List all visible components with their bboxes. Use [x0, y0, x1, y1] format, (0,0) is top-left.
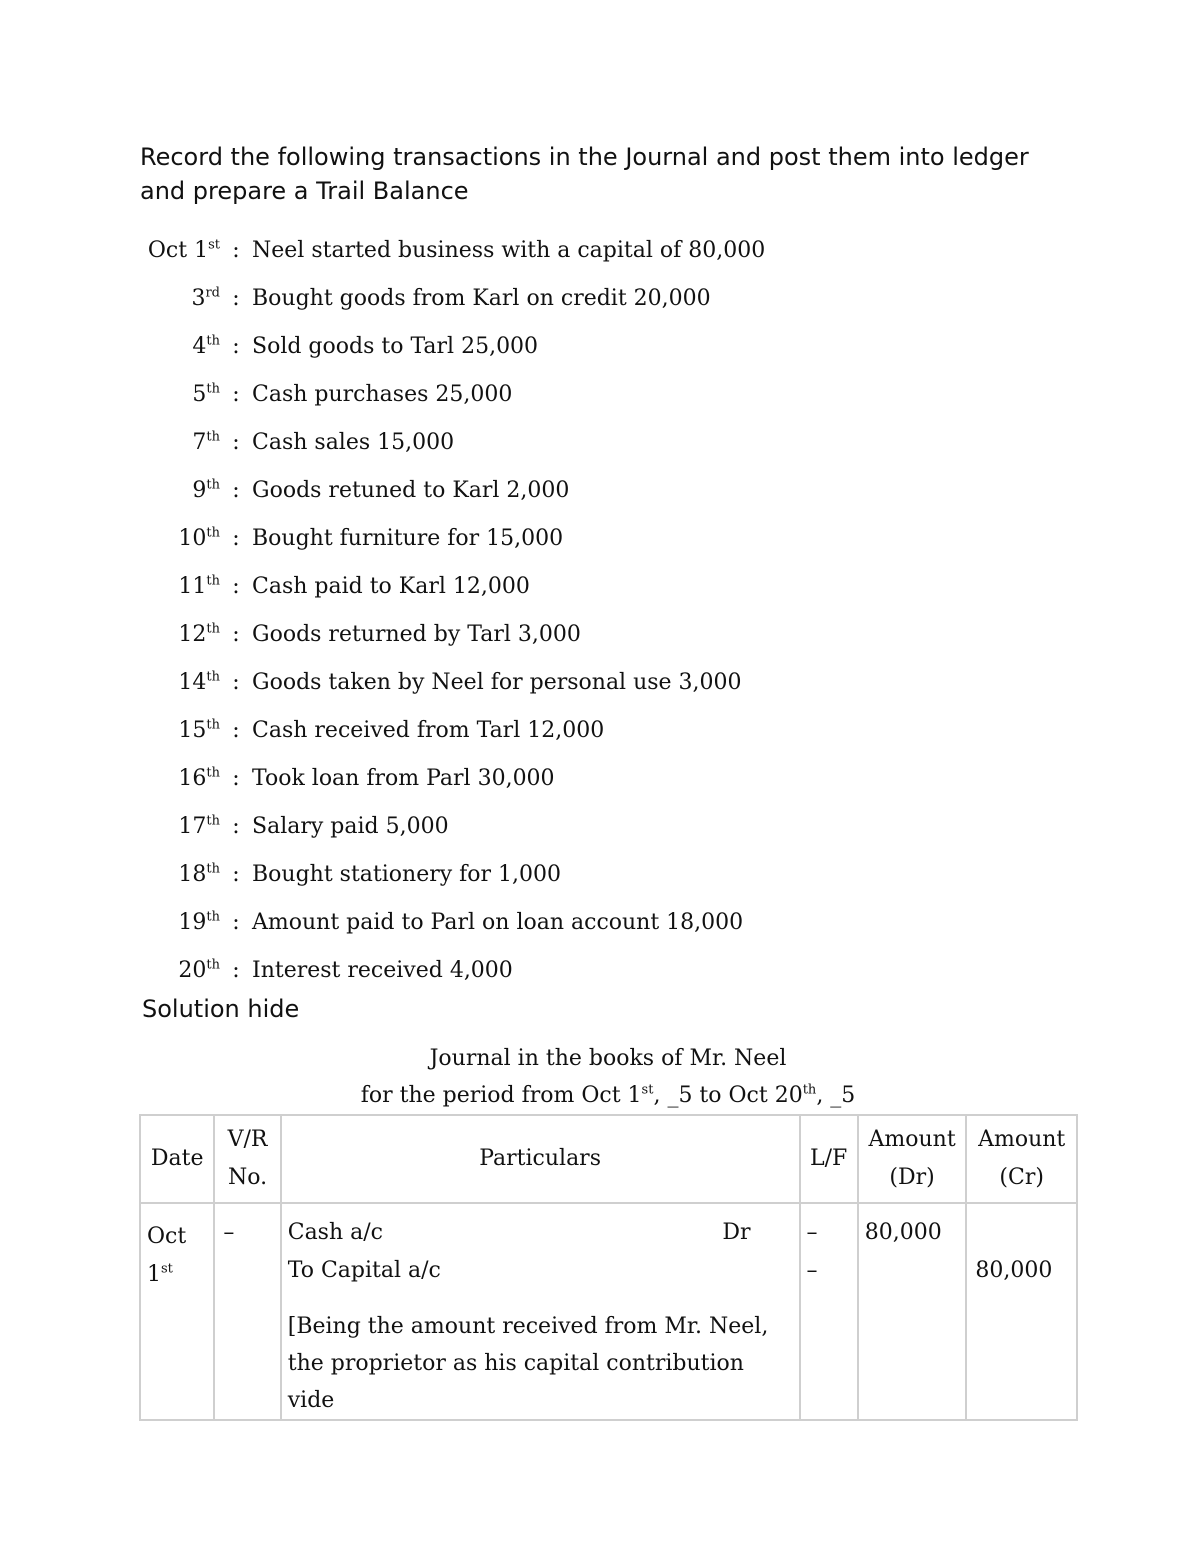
period-text-1: for the period from Oct 1 [360, 1083, 642, 1108]
list-item [140, 814, 840, 862]
header-amount-dr: Amount (Dr) [858, 1115, 967, 1203]
journal-header-row [140, 1115, 1077, 1203]
transaction-colon: : [232, 718, 240, 743]
list-item [140, 334, 840, 382]
list-item [140, 862, 840, 910]
transaction-colon: : [232, 526, 240, 551]
list-item [140, 766, 840, 814]
transaction-description: Cash received from Tarl 12,000 [252, 718, 605, 743]
list-item [140, 430, 840, 478]
transaction-description: Bought furniture for 15,000 [252, 526, 564, 551]
transaction-description: Cash purchases 25,000 [252, 382, 513, 407]
transaction-date: 3rd [191, 285, 220, 311]
list-item [140, 526, 840, 574]
transaction-colon: : [232, 430, 240, 455]
transaction-date: 10th [178, 525, 220, 551]
transaction-colon: : [232, 238, 240, 263]
transaction-date: 14th [178, 669, 220, 695]
transaction-colon: : [232, 910, 240, 935]
list-item [140, 670, 840, 718]
transaction-description: Bought goods from Karl on credit 20,000 [252, 286, 711, 311]
credit-account: To Capital a/c [287, 1258, 441, 1283]
transaction-date: 20th [178, 957, 220, 983]
transaction-colon: : [232, 958, 240, 983]
transaction-description: Salary paid 5,000 [252, 814, 449, 839]
entry-particulars [281, 1203, 800, 1420]
journal-title-block [140, 1040, 1076, 1114]
transaction-description: Goods returned by Tarl 3,000 [252, 622, 581, 647]
transaction-colon: : [232, 670, 240, 695]
period-text-2: , _5 to Oct 20 [653, 1083, 803, 1108]
header-particulars: Particulars [281, 1115, 800, 1203]
transaction-date: 5th [192, 381, 220, 407]
question-heading: Record the following transactions in the Journal and post them into ledger and prepare a Trail Balance [140, 143, 1029, 205]
transaction-colon: : [232, 862, 240, 887]
transaction-colon: : [232, 766, 240, 791]
transaction-date: 19th [178, 909, 220, 935]
list-item [140, 910, 840, 958]
transaction-description: Bought stationery for 1,000 [252, 862, 562, 887]
journal-title: Journal in the books of Mr. Neel [429, 1046, 787, 1071]
transaction-date: 12th [178, 621, 220, 647]
period-suffix-2: th [802, 1082, 817, 1098]
transaction-description: Amount paid to Parl on loan account 18,000 [252, 910, 744, 935]
entry-vr-no: – [214, 1203, 280, 1420]
journal-table [139, 1114, 1078, 1421]
entry-date: Oct 1st [140, 1203, 214, 1420]
transaction-date: 16th [178, 765, 220, 791]
transaction-description: Neel started business with a capital of 80,000 [252, 238, 766, 263]
solution-toggle[interactable]: Solution hide [142, 995, 300, 1023]
header-lf: L/F [800, 1115, 858, 1203]
period-suffix-1: st [641, 1082, 654, 1098]
transaction-description: Cash paid to Karl 12,000 [252, 574, 530, 599]
header-date: Date [140, 1115, 214, 1203]
transaction-date: 11th [178, 573, 220, 599]
transaction-date: 15th [178, 717, 220, 743]
transaction-date: 9th [192, 477, 220, 503]
transaction-date: Oct 1st [147, 237, 220, 263]
list-item [140, 622, 840, 670]
transaction-colon: : [232, 622, 240, 647]
list-item [140, 286, 840, 334]
transaction-colon: : [232, 814, 240, 839]
transaction-description: Goods retuned to Karl 2,000 [252, 478, 570, 503]
transaction-colon: : [232, 478, 240, 503]
list-item [140, 238, 840, 286]
narration: [Being the amount received from Mr. Neel, the proprietor as his capital contribution vide [287, 1314, 769, 1413]
debit-account: Cash a/c [287, 1220, 383, 1245]
header-amount-cr: Amount (Cr) [966, 1115, 1077, 1203]
table-row [140, 1203, 1077, 1420]
transaction-date: 17th [178, 813, 220, 839]
transaction-description: Goods taken by Neel for personal use 3,000 [252, 670, 742, 695]
transaction-list [140, 238, 840, 1006]
journal-period [140, 1077, 1076, 1114]
transaction-description: Sold goods to Tarl 25,000 [252, 334, 539, 359]
list-item [140, 574, 840, 622]
transaction-date: 4th [192, 333, 220, 359]
list-item [140, 718, 840, 766]
transaction-description: Interest received 4,000 [252, 958, 513, 983]
transaction-colon: : [232, 286, 240, 311]
list-item [140, 478, 840, 526]
header-vr-no: V/R No. [214, 1115, 280, 1203]
transaction-date: 7th [192, 429, 220, 455]
entry-amount-cr: 80,000 [966, 1203, 1077, 1420]
transaction-colon: : [232, 334, 240, 359]
list-item [140, 382, 840, 430]
transaction-colon: : [232, 382, 240, 407]
transaction-description: Took loan from Parl 30,000 [252, 766, 555, 791]
entry-lf: – – [800, 1203, 858, 1420]
transaction-description: Cash sales 15,000 [252, 430, 455, 455]
dr-mark: Dr [722, 1220, 751, 1245]
entry-amount-dr: 80,000 [858, 1203, 967, 1420]
period-text-3: , _5 [816, 1083, 856, 1108]
transaction-colon: : [232, 574, 240, 599]
transaction-date: 18th [178, 861, 220, 887]
